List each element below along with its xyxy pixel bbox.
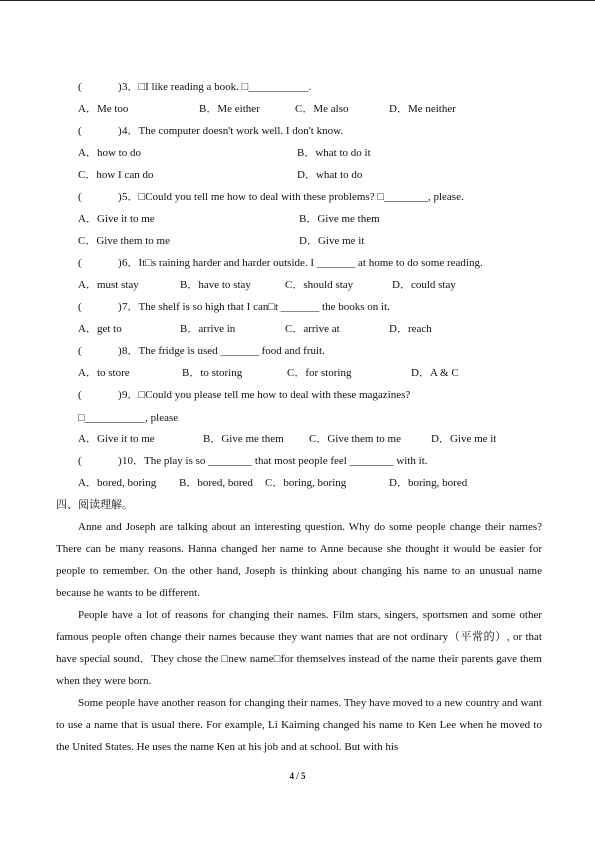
option-b: B．Give me them [299, 213, 380, 225]
option-b: B．to storing [182, 367, 243, 379]
option-d: D．reach [389, 323, 432, 335]
option-d: D．could stay [392, 279, 456, 291]
option-a: A．get to [78, 323, 122, 335]
answer-paren-open: ( [78, 301, 82, 313]
passage-paragraph-3: Some people have another reason for changing their names. They have moved to a new country and want to use a name that is usual there. For example, Li Kaiming changed his name to Ken Lee when he moved to the United States. He uses the name Ken at his job and at school. But with his [56, 697, 542, 753]
options-10 [78, 475, 558, 491]
option-d: D．Me neither [389, 103, 456, 115]
question-stem: 5．□Could you tell me how to deal with these problems? □________, please. [122, 191, 464, 203]
answer-paren-close: ) [118, 301, 122, 313]
option-b: B．have to stay [180, 279, 251, 291]
option-d: D．Give me it [299, 235, 365, 247]
option-c: C．boring, boring [265, 477, 347, 489]
options-7 [78, 321, 558, 337]
option-d: D．A & C [411, 367, 459, 379]
passage-paragraph-2: People have a lot of reasons for changing their names. Film stars, singers, sportsmen and some other famous people often change their names because they want names that are not ordinary（平常的）, or that have special sound．They chose the □new name□for themselves instead of the name their parents gave them when they were born. [56, 609, 542, 687]
answer-paren-close: ) [118, 125, 122, 137]
option-a: A．Give it to me [78, 433, 155, 445]
answer-paren-close: ) [118, 257, 122, 269]
options-4-row-1 [78, 145, 558, 161]
option-c: C．how I can do [78, 169, 154, 181]
option-a: A．Give it to me [78, 213, 155, 225]
answer-paren-open: ( [78, 81, 82, 93]
option-b: B．what to do it [297, 147, 371, 159]
option-a: A．Me too [78, 103, 129, 115]
answer-paren-close: ) [118, 455, 122, 467]
answer-paren-open: ( [78, 191, 82, 203]
answer-paren-close: ) [118, 345, 122, 357]
answer-paren-open: ( [78, 257, 82, 269]
option-a: A．to store [78, 367, 130, 379]
option-c: C．should stay [285, 279, 354, 291]
question-stem: 10．The play is so ________ that most people feel ________ with it. [122, 455, 428, 467]
option-b: B．arrive in [180, 323, 236, 335]
question-stem: 3．□I like reading a book. □___________. [122, 81, 312, 93]
option-b: B．Give me them [203, 433, 284, 445]
option-c: C．arrive at [285, 323, 340, 335]
options-9 [78, 431, 558, 447]
options-5-row-1 [78, 211, 558, 227]
page-number: 4 / 5 [289, 771, 306, 781]
answer-paren-open: ( [78, 345, 82, 357]
option-c: C．Give them to me [78, 235, 170, 247]
reading-passage [56, 516, 542, 758]
answer-paren-close: ) [118, 191, 122, 203]
option-c: C．Me also [295, 103, 349, 115]
options-3 [78, 101, 558, 117]
question-9-continuation: □___________, please [78, 412, 179, 424]
question-stem: 4．The computer doesn't work well. I don't know. [122, 125, 344, 137]
answer-paren-close: ) [118, 81, 122, 93]
option-c: C．Give them to me [309, 433, 401, 445]
option-a: A．must stay [78, 279, 139, 291]
answer-paren-open: ( [78, 125, 82, 137]
answer-paren-open: ( [78, 389, 82, 401]
options-5-row-2 [78, 233, 558, 249]
options-4-row-2 [78, 167, 558, 183]
answer-paren-close: ) [118, 389, 122, 401]
section-title: 四、阅读理解。 [56, 499, 133, 511]
passage-paragraph-1: Anne and Joseph are talking about an interesting question. Why do some people change their names? There can be many reasons. Hanna changed her name to Anne because she thought it would be easier for people to remember. On the other hand, Joseph is thinking about changing his name to an unusual name because he wants to be different. [56, 521, 542, 599]
option-d: D．boring, bored [389, 477, 468, 489]
option-d: D．what to do [297, 169, 363, 181]
option-c: C．for storing [287, 367, 352, 379]
question-stem: 6．It□s raining harder and harder outside. I _______ at home to do some reading. [122, 257, 483, 269]
options-8 [78, 365, 558, 381]
question-stem: 8．The fridge is used _______ food and fruit. [122, 345, 325, 357]
option-b: B．bored, bored [179, 477, 253, 489]
option-b: B．Me either [199, 103, 260, 115]
options-6 [78, 277, 558, 293]
answer-paren-open: ( [78, 455, 82, 467]
option-d: D．Give me it [431, 433, 497, 445]
question-stem: 7．The shelf is so high that I can□t _______ the books on it. [122, 301, 390, 313]
option-a: A．bored, boring [78, 477, 157, 489]
question-stem: 9．□Could you please tell me how to deal with these magazines? [122, 389, 411, 401]
option-a: A．how to do [78, 147, 141, 159]
